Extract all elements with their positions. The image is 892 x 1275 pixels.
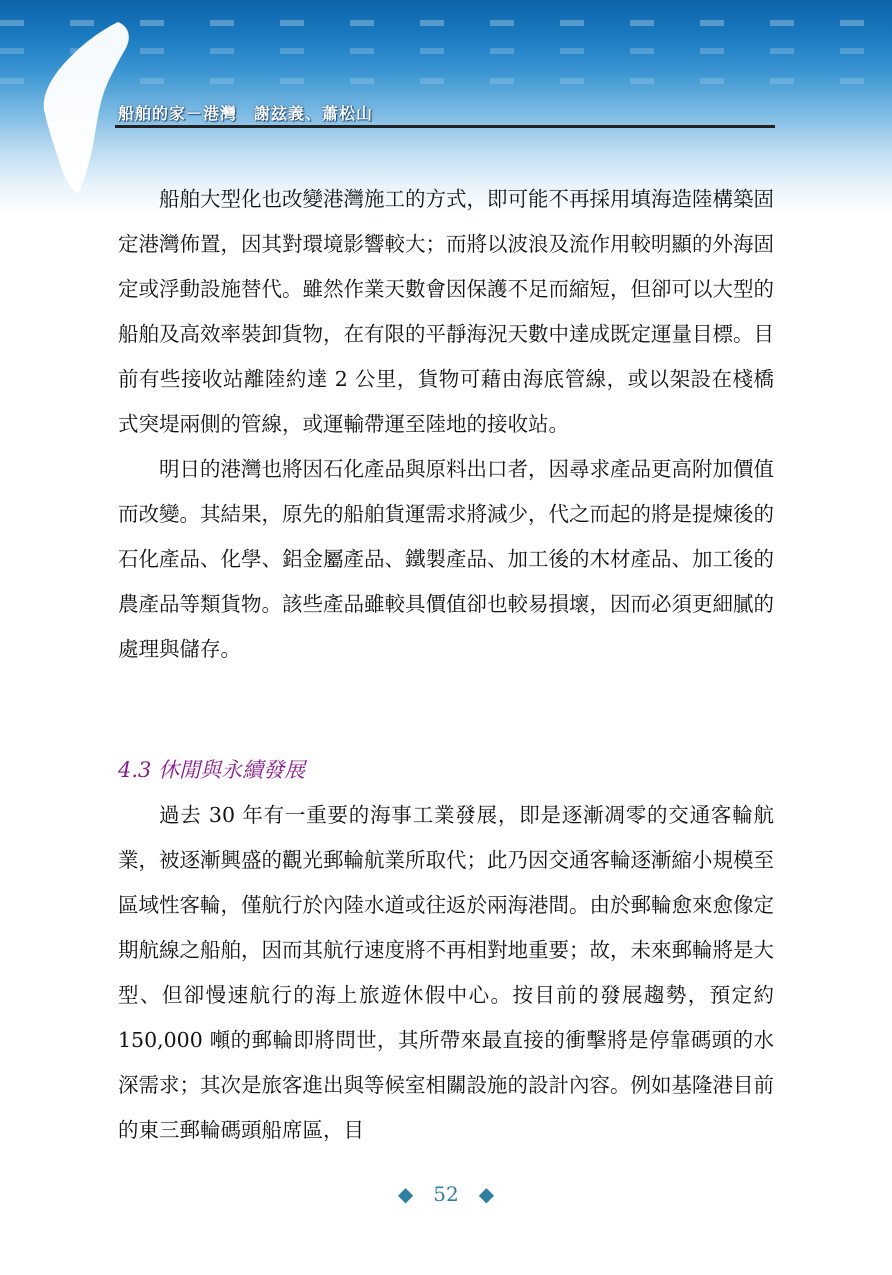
body-text-section [118,793,774,1153]
header-divider [115,125,775,128]
running-header-title: 船舶的家－港灣 謝玆義、蕭松山 [118,104,374,123]
section-heading: 4.3 休閒與永續發展 [118,758,306,782]
taiwan-island-icon [0,0,140,200]
diamond-ornament-icon: ◆ [397,1182,414,1206]
paragraph: 過去 30 年有一重要的海事工業發展，即是逐漸凋零的交通客輪航業，被逐漸興盛的觀光郵輪航業所取代；此乃因交通客輪逐漸縮小規模至區域性客輪，僅航行於內陸水道或往返於兩海港間。由於郵輪愈來愈像定期航線之船舶，因而其航行速度將不再相對地重要；故，未來郵輪將是大型、但卻慢速航行的海上旅遊休假中心。按目前的發展趨勢，預定約 150,000 噸的郵輪即將問世，其所帶來最直接的衝擊將是停靠碼頭的水深需求；其次是旅客進出與等候室相關設施的設計內容。例如基隆港目前的東三郵輪碼頭船席區，目 [118,803,774,1142]
page-number: 52 [433,1182,459,1206]
paragraph: 明日的港灣也將因石化產品與原料出口者，因尋求產品更高附加價值而改變。其結果，原先的船舶貨運需求將減少，代之而起的將是提煉後的石化產品、化學、鋁金屬產品、鐵製產品、加工後的木材產品、加工後的農產品等類貨物。該些產品雖較具價值卻也較易損壞，因而必須更細膩的處理與儲存。 [118,457,774,661]
body-text-top [118,177,774,672]
page-footer [0,1182,892,1206]
paragraph: 船舶大型化也改變港灣施工的方式，即可能不再採用填海造陸構築固定港灣佈置，因其對環境影響較大；而將以波浪及流作用較明顯的外海固定或浮動設施替代。雖然作業天數會因保護不足而縮短，但卻可以大型的船舶及高效率裝卸貨物，在有限的平靜海況天數中達成既定運量目標。目前有些接收站離陸約達 2 公里，貨物可藉由海底管線，或以架設在棧橋式突堤兩側的管線，或運輸帶運至陸地的接收站。 [118,187,774,436]
diamond-ornament-icon: ◆ [478,1182,495,1206]
